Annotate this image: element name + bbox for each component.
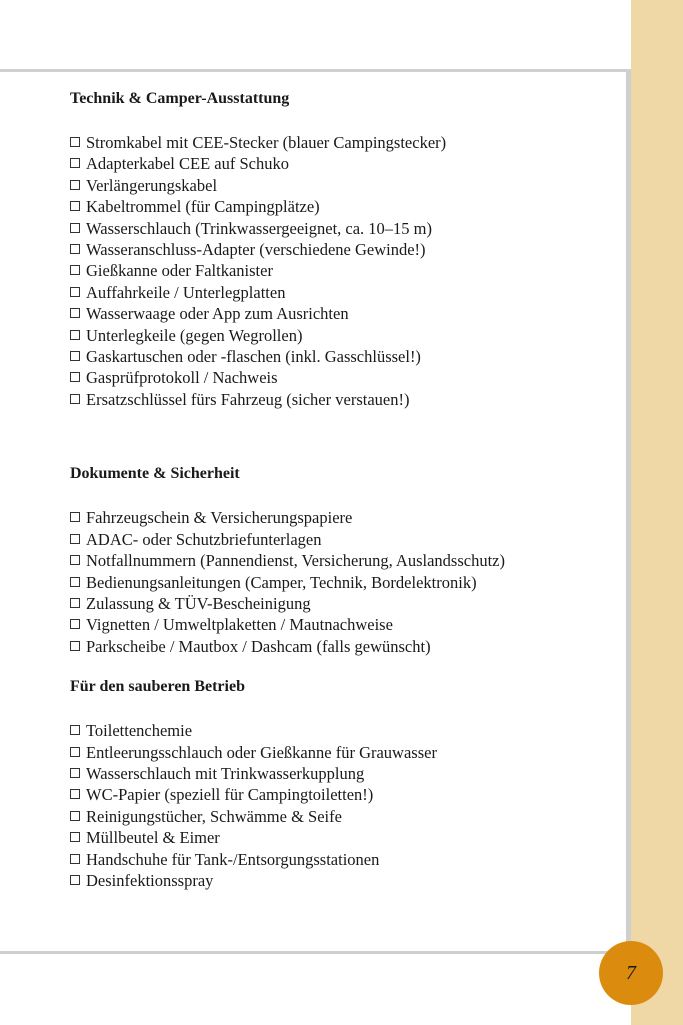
checkbox-icon (70, 372, 80, 382)
checkbox-icon (70, 137, 80, 147)
section-dokumente (70, 463, 620, 657)
checklist-item-label: Wasserschlauch mit Trinkwasserkupplung (86, 763, 365, 783)
checklist-item (70, 132, 620, 153)
checkbox-icon (70, 223, 80, 233)
checkbox-icon (70, 747, 80, 757)
checkbox-icon (70, 308, 80, 318)
checklist-item (70, 806, 620, 827)
checklist-item (70, 260, 620, 281)
checklist-item (70, 196, 620, 217)
checklist-item-label: Auffahrkeile / Unterlegplatten (86, 282, 286, 302)
checklist-item-label: Handschuhe für Tank-/Entsorgungsstationen (86, 849, 380, 869)
checkbox-icon (70, 512, 80, 522)
checklist-item-label: Gießkanne oder Faltkanister (86, 261, 273, 281)
checklist-item-label: Unterlegkeile (gegen Wegrollen) (86, 325, 303, 345)
checkbox-icon (70, 244, 80, 254)
checkbox-icon (70, 201, 80, 211)
checklist-item (70, 346, 620, 367)
checklist-item (70, 507, 620, 528)
checkbox-icon (70, 598, 80, 608)
checklist-item-label: Reinigungstücher, Schwämme & Seife (86, 806, 342, 826)
checklist (70, 132, 620, 410)
checklist-item-label: Entleerungsschlauch oder Gießkanne für Grauwasser (86, 742, 437, 762)
checkbox-icon (70, 725, 80, 735)
checklist-item-label: Vignetten / Umweltplaketten / Mautnachweise (86, 615, 393, 635)
checkbox-icon (70, 789, 80, 799)
checklist-item (70, 784, 620, 805)
checklist-item-label: Kabeltrommel (für Campingplätze) (86, 197, 320, 217)
checklist-item-label: Parkscheibe / Mautbox / Dashcam (falls gewünscht) (86, 636, 431, 656)
checklist-item-label: Notfallnummern (Pannendienst, Versicherung, Auslandsschutz) (86, 551, 505, 571)
checklist-item-label: Desinfektionsspray (86, 870, 214, 890)
checklist-item (70, 529, 620, 550)
checkbox-icon (70, 832, 80, 842)
page-number: 7 (626, 961, 636, 984)
top-rule (0, 69, 631, 72)
page-number-badge (599, 941, 663, 1005)
section-title: Dokumente & Sicherheit (70, 465, 240, 483)
checkbox-icon (70, 534, 80, 544)
checklist-item-label: Wasserschlauch (Trinkwassergeeignet, ca. 10–15 m) (86, 218, 433, 238)
checklist-item (70, 367, 620, 388)
checkbox-icon (70, 875, 80, 885)
checkbox-icon (70, 180, 80, 190)
right-rule (626, 69, 631, 952)
checklist-item (70, 239, 620, 260)
checklist-item (70, 870, 620, 891)
checklist-item (70, 282, 620, 303)
checklist-item-label: Wasseranschluss-Adapter (verschiedene Gewinde!) (86, 240, 426, 260)
checklist-item (70, 572, 620, 593)
checklist-item (70, 742, 620, 763)
checklist-item-label: Ersatzschlüssel fürs Fahrzeug (sicher verstauen!) (86, 389, 410, 409)
checklist-item (70, 763, 620, 784)
checklist-item (70, 389, 620, 410)
checklist-item-label: Verlängerungskabel (86, 175, 218, 195)
checklist-item (70, 593, 620, 614)
checklist-item-label: Zulassung & TÜV-Bescheinigung (86, 593, 311, 613)
checkbox-icon (70, 351, 80, 361)
checklist-content (70, 88, 620, 891)
checklist-item-label: Müllbeutel & Eimer (86, 828, 220, 848)
checklist-item (70, 175, 620, 196)
bottom-rule (0, 951, 631, 954)
checkbox-icon (70, 768, 80, 778)
checklist-item (70, 720, 620, 741)
side-accent-strip (631, 0, 683, 1025)
checklist-item (70, 325, 620, 346)
checklist-item-label: Gaskartuschen oder -flaschen (inkl. Gasschlüssel!) (86, 347, 421, 367)
checklist-item (70, 153, 620, 174)
checklist (70, 720, 620, 891)
checkbox-icon (70, 330, 80, 340)
checkbox-icon (70, 641, 80, 651)
section-title: Für den sauberen Betrieb (70, 678, 245, 696)
checklist-item (70, 303, 620, 324)
checklist-item-label: Gasprüfprotokoll / Nachweis (86, 368, 278, 388)
checklist-item (70, 827, 620, 848)
checkbox-icon (70, 394, 80, 404)
checkbox-icon (70, 619, 80, 629)
section-technik (70, 88, 620, 410)
checklist-item-label: Wasserwaage oder App zum Ausrichten (86, 304, 349, 324)
checkbox-icon (70, 555, 80, 565)
checklist-item (70, 218, 620, 239)
checklist (70, 507, 620, 657)
checklist-item (70, 636, 620, 657)
checklist-item (70, 849, 620, 870)
checklist-item-label: Stromkabel mit CEE-Stecker (blauer Campingstecker) (86, 133, 447, 152)
checkbox-icon (70, 854, 80, 864)
section-title: Technik & Camper-Ausstattung (70, 90, 290, 107)
checklist-item (70, 550, 620, 571)
checklist-item-label: WC-Papier (speziell für Campingtoiletten!) (86, 785, 374, 805)
checklist-item (70, 614, 620, 635)
section-betrieb (70, 676, 620, 891)
checklist-item-label: Toilettenchemie (86, 721, 193, 741)
checkbox-icon (70, 811, 80, 821)
checkbox-icon (70, 265, 80, 275)
checklist-item-label: Fahrzeugschein & Versicherungspapiere (86, 508, 353, 528)
checklist-item-label: Adapterkabel CEE auf Schuko (86, 154, 289, 174)
checklist-item-label: Bedienungsanleitungen (Camper, Technik, Bordelektronik) (86, 572, 477, 592)
checkbox-icon (70, 158, 80, 168)
checklist-item-label: ADAC- oder Schutzbriefunterlagen (86, 529, 322, 549)
checkbox-icon (70, 577, 80, 587)
checkbox-icon (70, 287, 80, 297)
